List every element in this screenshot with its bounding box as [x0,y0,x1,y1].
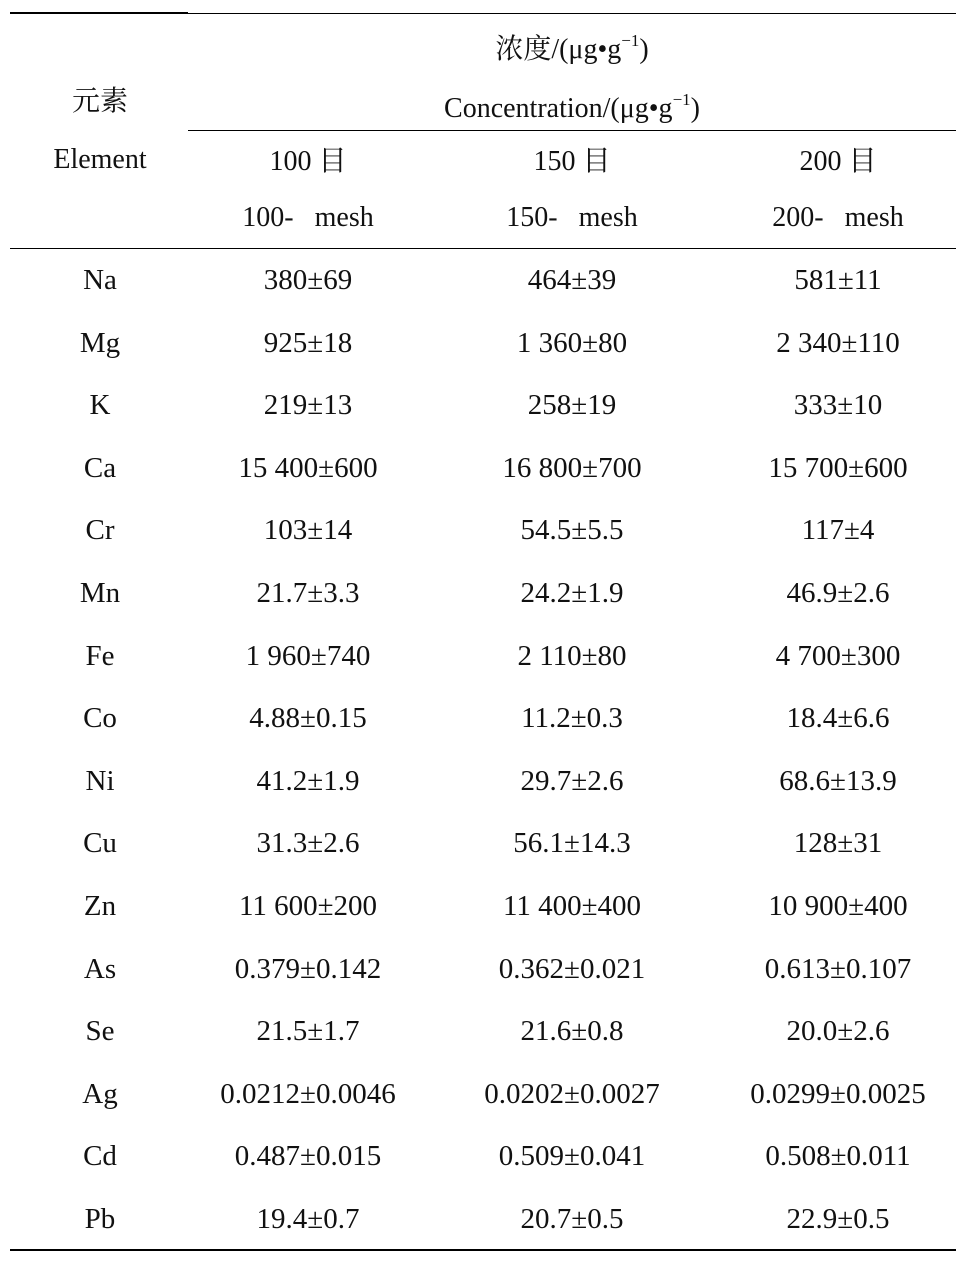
value-150-mesh: 0.362±0.021 [498,952,646,985]
value-200-mesh: 18.4±6.6 [786,702,890,735]
value-150-mesh: 1 360±80 [516,326,628,359]
element-cell: Cr [85,514,115,547]
unit-superscript: −1 [672,90,691,109]
concentration-header-en [188,91,956,123]
value-100-mesh: 31.3±2.6 [256,827,360,860]
column-100-header-cn: 100 目 [269,146,347,177]
element-cell: Pb [84,1203,116,1235]
value-150-mesh: 11.2±0.3 [521,702,623,735]
table-row [0,764,960,807]
table-row [0,1205,960,1245]
value-200-mesh: 333±10 [793,389,883,422]
value-150-mesh: 0.0202±0.0027 [484,1077,660,1110]
table-row [0,704,960,744]
element-cell: Mg [79,326,121,359]
value-100-mesh: 4.88±0.15 [249,702,367,735]
concentration-en-text: Concentration/(μg•g [444,93,673,124]
table-row [0,579,960,619]
column-200-header-en: 200- mesh [772,202,904,233]
value-100-mesh: 21.7±3.3 [256,577,360,609]
unit-superscript: −1 [621,31,640,50]
element-cell: Na [83,264,117,296]
element-header-cn: 元素 [71,86,128,117]
value-150-mesh: 16 800±700 [502,451,642,484]
value-150-mesh: 464±39 [527,264,617,296]
value-200-mesh: 0.0299±0.0025 [750,1077,926,1110]
table-row [0,1142,960,1182]
header-bottom-rule [10,248,956,249]
table-row [0,1077,960,1120]
table-row [0,892,960,932]
value-100-mesh: 0.0212±0.0046 [220,1077,396,1110]
value-150-mesh: 29.7±2.6 [520,764,624,797]
value-150-mesh: 21.6±0.8 [520,1015,624,1048]
table-row [0,516,960,556]
value-100-mesh: 11 600±200 [238,890,378,922]
table-row [0,952,960,995]
column-150-header-en: 150- mesh [506,202,638,233]
table-row [0,829,960,869]
value-150-mesh: 258±19 [527,389,617,422]
table-row [0,451,960,494]
element-cell: K [89,389,111,422]
value-200-mesh: 128±31 [793,827,883,860]
element-cell: Ag [82,1077,118,1110]
value-150-mesh: 11 400±400 [502,890,642,922]
concentration-header-cn [188,32,956,64]
value-200-mesh: 0.613±0.107 [764,952,912,985]
value-200-mesh: 581±11 [794,264,882,296]
element-cell: Cd [83,1140,117,1173]
element-cell: As [83,952,117,985]
value-100-mesh: 380±69 [263,264,353,296]
value-200-mesh: 4 700±300 [775,639,901,672]
value-100-mesh: 19.4±0.7 [256,1203,360,1235]
element-cell: Zn [83,890,117,922]
table-row [0,391,960,431]
close-paren: ) [639,34,649,65]
value-100-mesh: 219±13 [263,389,353,422]
element-cell: Co [83,702,117,735]
value-200-mesh: 2 340±110 [776,326,900,359]
top-rule-left [10,12,188,14]
table-row [0,1017,960,1057]
concentration-cn-text: 浓度/(μg•g [495,34,622,65]
value-150-mesh: 2 110±80 [517,639,627,672]
concentration-rule [188,130,956,131]
value-100-mesh: 103±14 [263,514,353,547]
value-150-mesh: 54.5±5.5 [520,514,624,547]
element-cell: Ca [83,451,117,484]
value-100-mesh: 15 400±600 [238,451,378,484]
value-200-mesh: 15 700±600 [768,451,908,484]
value-200-mesh: 0.508±0.011 [765,1140,911,1173]
value-100-mesh: 21.5±1.7 [256,1015,360,1048]
value-150-mesh: 24.2±1.9 [520,577,624,609]
value-200-mesh: 10 900±400 [768,890,908,922]
element-header-en: Element [53,144,147,175]
column-150-header-cn: 150 目 [533,146,611,177]
value-200-mesh: 20.0±2.6 [786,1015,890,1048]
value-100-mesh: 925±18 [263,326,353,359]
value-200-mesh: 22.9±0.5 [786,1203,890,1235]
element-cell: Ni [85,764,115,797]
element-cell: Fe [85,639,115,672]
value-150-mesh: 56.1±14.3 [513,827,631,860]
value-150-mesh: 20.7±0.5 [520,1203,624,1235]
column-100-header-en: 100- mesh [242,202,374,233]
element-cell: Mn [79,577,121,609]
value-200-mesh: 68.6±13.9 [779,764,897,797]
value-100-mesh: 41.2±1.9 [256,764,360,797]
value-150-mesh: 0.509±0.041 [498,1140,646,1173]
table-row [0,266,960,306]
close-paren: ) [690,93,700,124]
column-200-header-cn: 200 目 [799,146,877,177]
table-row [0,639,960,682]
element-cell: Se [85,1015,115,1048]
table-row [0,326,960,369]
bottom-rule [10,1249,956,1251]
value-200-mesh: 46.9±2.6 [786,577,890,609]
element-cell: Cu [83,827,117,860]
top-rule-right [188,13,956,14]
value-100-mesh: 0.379±0.142 [234,952,382,985]
value-200-mesh: 117±4 [801,514,875,547]
value-100-mesh: 0.487±0.015 [234,1140,382,1173]
value-100-mesh: 1 960±740 [245,639,371,672]
